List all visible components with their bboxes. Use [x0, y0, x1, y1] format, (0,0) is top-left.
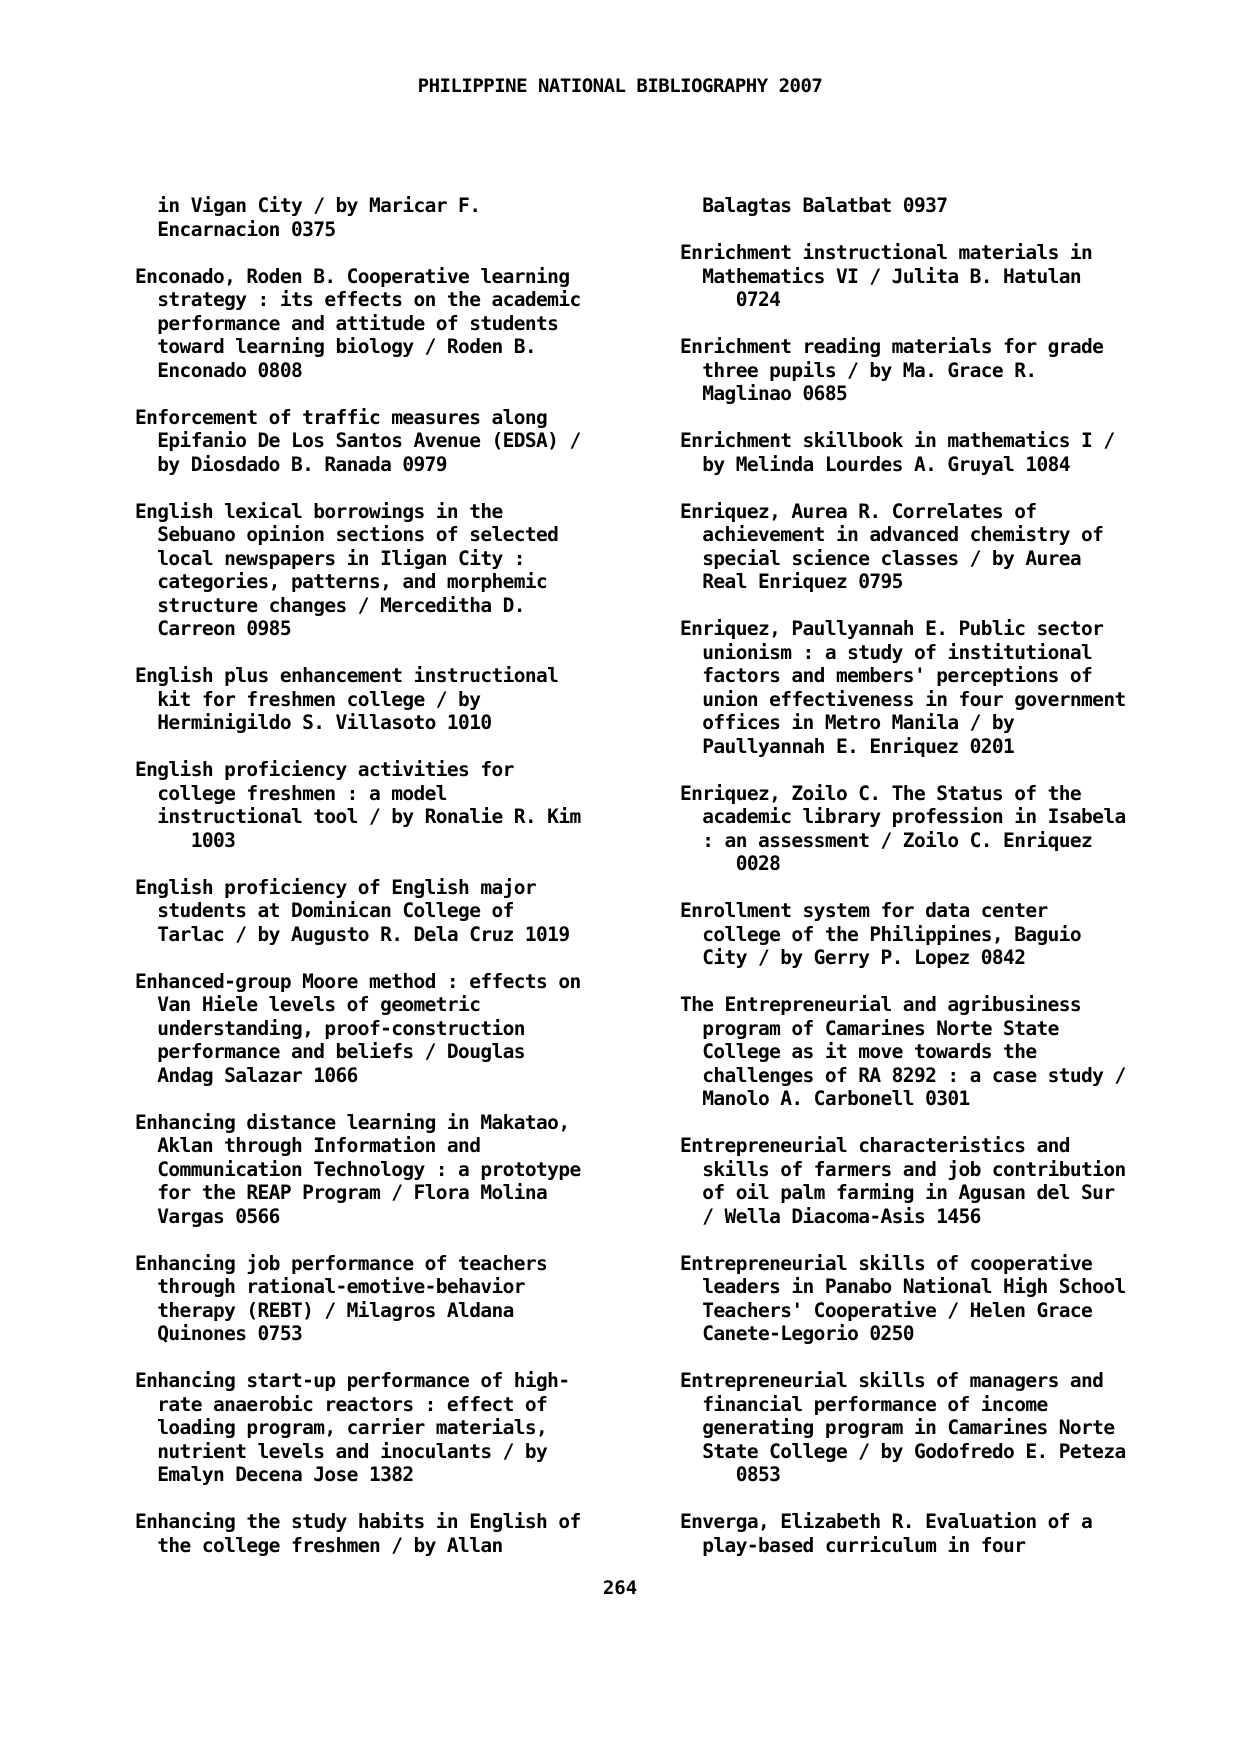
entry-line: Enhancing job performance of teachers — [135, 1251, 548, 1275]
bibliography-entry — [135, 664, 655, 735]
bibliography-entry — [135, 876, 655, 947]
entry-line: local newspapers in Iligan City : — [135, 546, 525, 570]
entry-line: rate anaerobic reactors : effect of — [135, 1392, 548, 1416]
entry-line: English lexical borrowings in the — [135, 499, 503, 523]
entry-line: special science classes / by Aurea — [680, 546, 1082, 570]
entry-line: play-based curriculum in four — [680, 1533, 1026, 1557]
entry-line: College as it move towards the — [680, 1040, 1037, 1063]
entry-line: offices in Metro Manila / by — [680, 711, 1015, 734]
entry-line: Enforcement of traffic measures along — [135, 405, 548, 429]
bibliography-entry — [135, 406, 655, 477]
entry-line: performance and attitude of students — [135, 311, 559, 335]
bibliography-entry — [680, 241, 1200, 312]
entry-line: college freshmen : a model — [135, 781, 447, 805]
entry-line: Vargas 0566 — [135, 1204, 280, 1228]
entry-line: Tarlac / by Augusto R. Dela Cruz 1019 — [135, 922, 570, 946]
entry-line: categories, patterns, and morphemic — [135, 570, 548, 593]
entry-line: kit for freshmen college / by — [135, 687, 481, 711]
entry-line: loading program, carrier materials, — [135, 1416, 548, 1439]
bibliography-entry — [135, 194, 655, 241]
bibliography-entry — [680, 1134, 1200, 1228]
bibliography-entry — [135, 758, 655, 852]
bibliography-entry — [135, 1252, 655, 1346]
entry-line: Encarnacion 0375 — [135, 217, 336, 241]
entry-line: Carreon 0985 — [135, 617, 291, 640]
bibliography-entry — [680, 1252, 1200, 1346]
entry-line: Canete-Legorio 0250 — [680, 1322, 914, 1345]
bibliography-entry — [680, 429, 1200, 476]
entry-line: Maglinao 0685 — [680, 382, 848, 405]
entry-line: Communication Technology : a prototype — [135, 1157, 581, 1181]
entry-line: leaders in Panabo National High School — [680, 1275, 1126, 1298]
entry-line: performance and beliefs / Douglas — [135, 1040, 525, 1063]
entry-line: Enrollment system for data center — [680, 899, 1048, 922]
bibliography-entry — [680, 993, 1200, 1111]
entry-line: understanding, proof-construction — [135, 1016, 525, 1040]
page-header: PHILIPPINE NATIONAL BIBLIOGRAPHY 2007 — [417, 75, 823, 97]
entry-line: Paullyannah E. Enriquez 0201 — [680, 734, 1015, 758]
entry-line: program of Camarines Norte State — [680, 1016, 1059, 1040]
entry-line: The Entrepreneurial and agribusiness — [680, 993, 1082, 1016]
entry-line: through rational-emotive-behavior — [135, 1275, 525, 1298]
entry-line: factors and members' perceptions of — [680, 664, 1093, 687]
entry-line: Emalyn Decena Jose 1382 — [135, 1463, 414, 1486]
entry-line: by Melinda Lourdes A. Gruyal 1084 — [680, 452, 1070, 476]
bibliography-entry — [680, 335, 1200, 406]
bibliography-entry — [680, 500, 1200, 594]
right-column — [680, 194, 1200, 1581]
entry-line: in Vigan City / by Maricar F. — [135, 194, 481, 217]
entry-line: 0028 — [680, 852, 781, 875]
bibliography-entry — [135, 1510, 655, 1557]
entry-line: college of the Philippines, Baguio — [680, 922, 1082, 946]
bibliography-entry — [135, 1369, 655, 1487]
entry-line: Enhancing the study habits in English of — [135, 1510, 581, 1533]
entry-line: : an assessment / Zoilo C. Enriquez — [680, 828, 1093, 852]
bibliography-entry — [680, 194, 1200, 218]
entry-line: Enriquez, Paullyannah E. Public sector — [680, 617, 1104, 640]
entry-line: Herminigildo S. Villasoto 1010 — [135, 711, 492, 734]
entry-line: by Diosdado B. Ranada 0979 — [135, 452, 447, 476]
bibliography-entry — [680, 782, 1200, 876]
entry-line: 0853 — [680, 1463, 781, 1486]
entry-line: English plus enhancement instructional — [135, 664, 559, 687]
bibliography-entry — [680, 617, 1200, 758]
entry-line: challenges of RA 8292 : a case study / — [680, 1063, 1126, 1087]
entry-line: skills of farmers and job contribution — [680, 1157, 1126, 1181]
left-column — [135, 194, 655, 1581]
bibliography-entry — [680, 899, 1200, 970]
entry-line: Enhancing distance learning in Makatao, — [135, 1110, 570, 1134]
entry-line: Enrichment instructional materials in — [680, 241, 1093, 264]
bibliography-entry — [135, 1111, 655, 1229]
page-number: 264 — [602, 1577, 638, 1599]
entry-line: structure changes / Merceditha D. — [135, 593, 525, 617]
entry-line: academic library profession in Isabela — [680, 805, 1126, 828]
entry-line: Van Hiele levels of geometric — [135, 993, 481, 1016]
bibliography-entry — [135, 265, 655, 383]
entry-line: Enrichment reading materials for grade — [680, 335, 1104, 358]
entry-line: union effectiveness in four government — [680, 687, 1126, 711]
entry-line: Entrepreneurial characteristics and — [680, 1134, 1070, 1157]
entry-line: strategy : its effects on the academic — [135, 288, 581, 311]
entry-line: / Wella Diacoma-Asis 1456 — [680, 1204, 981, 1228]
entry-line: generating program in Camarines Norte — [680, 1416, 1115, 1439]
entry-line: Enhancing start-up performance of high- — [135, 1369, 570, 1392]
entry-line: of oil palm farming in Agusan del Sur — [680, 1181, 1115, 1204]
entry-line: three pupils / by Ma. Grace R. — [680, 358, 1037, 382]
entry-line: Enriquez, Zoilo C. The Status of the — [680, 781, 1082, 805]
entry-line: Entrepreneurial skills of cooperative — [680, 1251, 1093, 1275]
entry-line: Sebuano opinion sections of selected — [135, 523, 559, 546]
entry-line: the college freshmen / by Allan — [135, 1533, 503, 1557]
entry-line: students at Dominican College of — [135, 899, 514, 922]
entry-line: Aklan through Information and — [135, 1134, 481, 1157]
entry-line: 0724 — [680, 288, 781, 311]
entry-line: English proficiency of English major — [135, 875, 537, 899]
entry-line: 1003 — [135, 828, 236, 852]
entry-line: Real Enriquez 0795 — [680, 570, 903, 593]
entry-line: Enrichment skillbook in mathematics I / — [680, 429, 1115, 452]
entry-line: toward learning biology / Roden B. — [135, 335, 537, 358]
bibliography-entry — [135, 970, 655, 1088]
entry-line: Manolo A. Carbonell 0301 — [680, 1087, 970, 1110]
entry-line: Enconado 0808 — [135, 358, 303, 382]
entry-line: Balagtas Balatbat 0937 — [680, 194, 948, 217]
entry-line: State College / by Godofredo E. Peteza — [680, 1439, 1126, 1463]
entry-line: financial performance of income — [680, 1392, 1048, 1416]
entry-line: Entrepreneurial skills of managers and — [680, 1369, 1104, 1392]
entry-line: unionism : a study of institutional — [680, 640, 1093, 664]
entry-line: Mathematics VI / Julita B. Hatulan — [680, 264, 1082, 288]
entry-line: instructional tool / by Ronalie R. Kim — [135, 805, 581, 828]
entry-line: Teachers' Cooperative / Helen Grace — [680, 1298, 1093, 1322]
entry-line: Enhanced-group Moore method : effects on — [135, 969, 581, 993]
entry-line: nutrient levels and inoculants / by — [135, 1439, 548, 1463]
entry-line: Enverga, Elizabeth R. Evaluation of a — [680, 1510, 1093, 1533]
entry-line: City / by Gerry P. Lopez 0842 — [680, 946, 1026, 969]
entry-line: Quinones 0753 — [135, 1322, 303, 1345]
entry-line: achievement in advanced chemistry of — [680, 523, 1104, 546]
entry-line: for the REAP Program / Flora Molina — [135, 1181, 548, 1204]
bibliography-entry — [680, 1369, 1200, 1487]
entry-line: English proficiency activities for — [135, 758, 514, 781]
entry-line: Enriquez, Aurea R. Correlates of — [680, 499, 1037, 523]
bibliography-entry — [680, 1510, 1200, 1557]
entry-line: Andag Salazar 1066 — [135, 1063, 358, 1087]
bibliography-entry — [135, 500, 655, 641]
entry-line: Epifanio De Los Santos Avenue (EDSA) / — [135, 429, 581, 452]
entry-line: therapy (REBT) / Milagros Aldana — [135, 1298, 514, 1322]
entry-line: Enconado, Roden B. Cooperative learning — [135, 264, 570, 288]
